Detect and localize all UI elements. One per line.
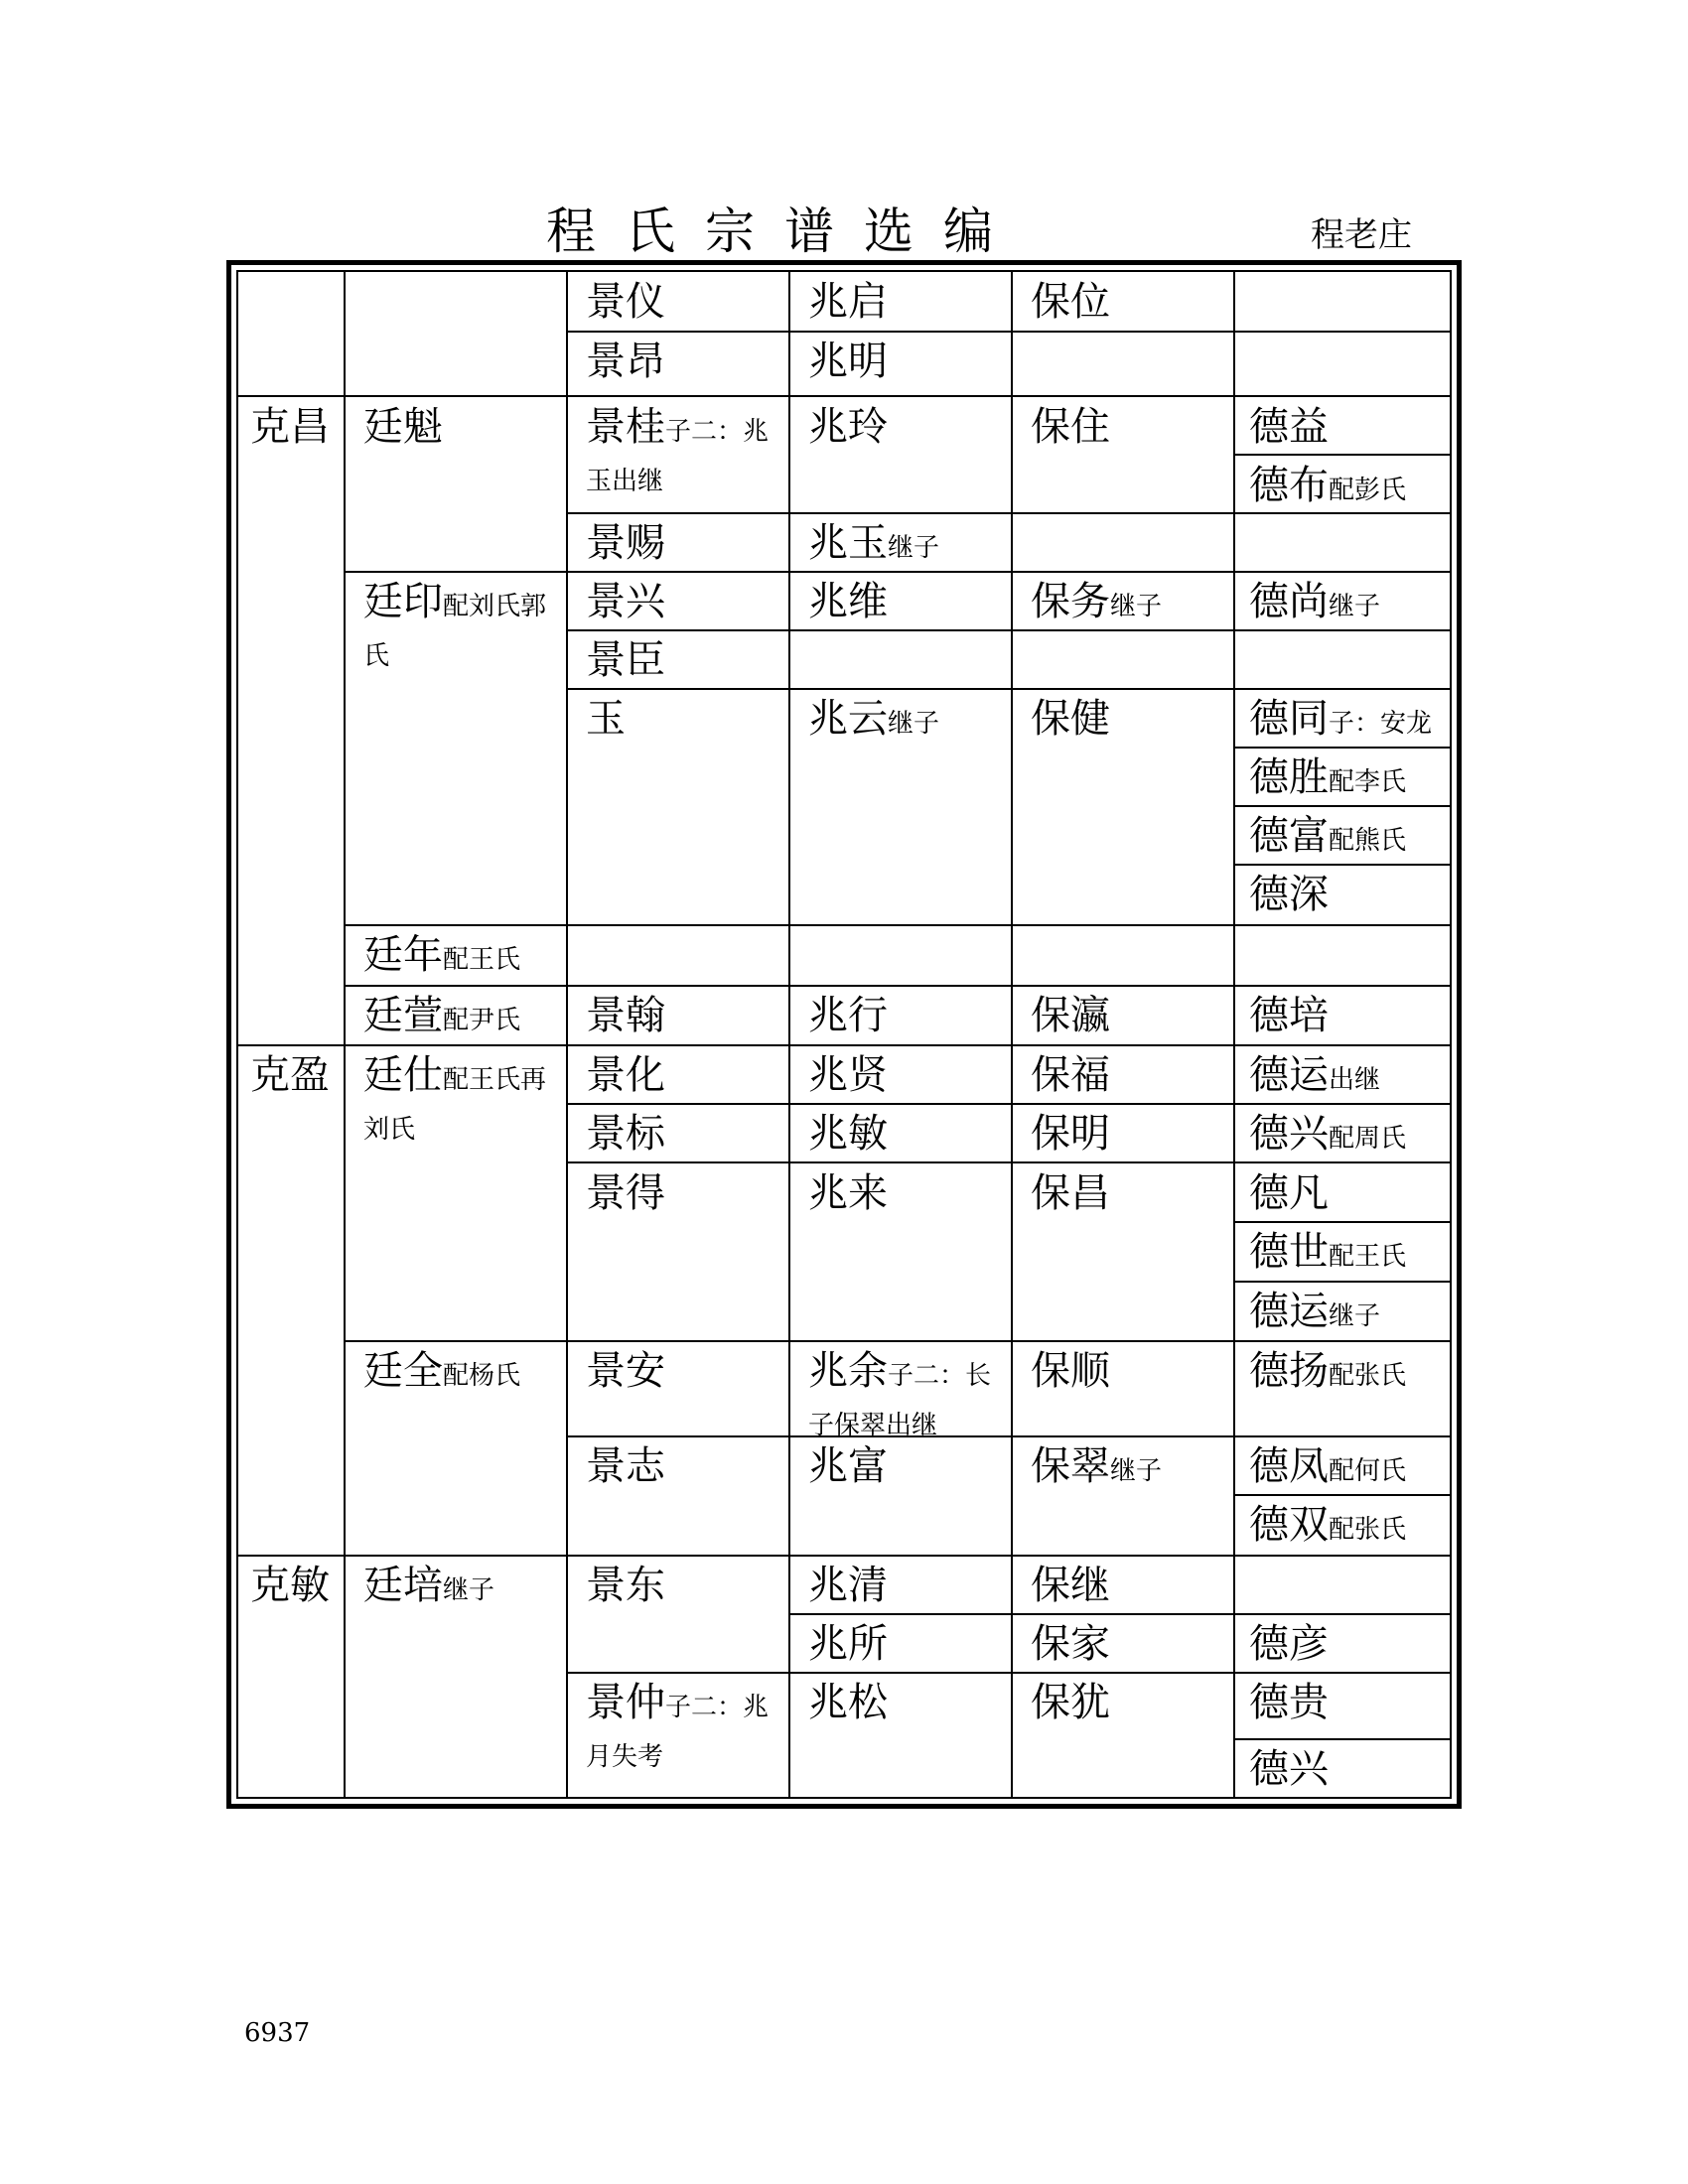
name-cell: 克敏 [250, 1563, 330, 1608]
name-cell: 德布配彭氏 [1249, 463, 1407, 508]
name-cell: 保福 [1031, 1052, 1110, 1098]
name-cell: 保继 [1031, 1563, 1110, 1608]
row-line [788, 1613, 1452, 1615]
name-cell: 景标 [586, 1111, 665, 1157]
name-cell: 廷全配杨氏 [363, 1348, 521, 1394]
name-cell: 兆云继子 [808, 696, 940, 742]
name-cell: 景志 [586, 1443, 665, 1489]
name-cell: 保瀛 [1031, 993, 1110, 1038]
name-cell: 保翠继子 [1031, 1443, 1163, 1489]
name-cell: 兆明 [808, 339, 888, 384]
row-line [566, 688, 1452, 690]
name-cell: 德胜配李氏 [1249, 754, 1407, 800]
name-cell: 景安 [586, 1348, 665, 1394]
name-cell: 保位 [1031, 279, 1110, 325]
name-cell: 廷萱配尹氏 [363, 993, 521, 1038]
name-cell: 廷仕配王氏再刘氏 [363, 1052, 547, 1145]
name-cell: 景化 [586, 1052, 665, 1098]
name-cell: 兆行 [808, 993, 888, 1038]
name-cell: 德凤配何氏 [1249, 1443, 1407, 1489]
name-cell: 德凡 [1249, 1170, 1329, 1216]
name-cell: 兆来 [808, 1170, 888, 1216]
name-cell: 廷年配王氏 [363, 932, 521, 978]
name-cell: 德尚继子 [1249, 579, 1381, 624]
name-cell: 兆启 [808, 279, 888, 325]
name-cell: 廷培继子 [363, 1563, 495, 1608]
name-cell: 兆玲 [808, 404, 888, 450]
row-line [1233, 1738, 1452, 1740]
name-cell: 景仪 [586, 279, 665, 325]
col-line [344, 270, 346, 1799]
name-cell: 德扬配张氏 [1249, 1348, 1407, 1394]
name-cell: 兆富 [808, 1443, 888, 1489]
name-cell: 景得 [586, 1170, 665, 1216]
name-cell: 德运继子 [1249, 1289, 1381, 1334]
page-number: 6937 [244, 2018, 311, 2048]
row-line [566, 1435, 1452, 1437]
row-line [566, 1672, 1452, 1674]
col-line [1011, 270, 1013, 1799]
name-cell: 兆清 [808, 1563, 888, 1608]
col-line [788, 270, 790, 1799]
name-cell: 兆余子二：长子保翠出继 [808, 1348, 992, 1440]
name-cell: 保明 [1031, 1111, 1110, 1157]
name-cell: 保家 [1031, 1621, 1110, 1667]
name-cell: 德世配王氏 [1249, 1229, 1407, 1275]
name-cell: 保昌 [1031, 1170, 1110, 1216]
place-name: 程老庄 [1311, 215, 1412, 255]
name-cell: 保务继子 [1031, 579, 1163, 624]
name-cell: 兆敏 [808, 1111, 888, 1157]
name-cell: 兆贤 [808, 1052, 888, 1098]
name-cell: 克昌 [250, 404, 330, 450]
name-cell: 景东 [586, 1563, 665, 1608]
name-cell: 景赐 [586, 520, 665, 566]
name-cell: 景仲子二：兆月失考 [586, 1680, 770, 1772]
name-cell: 德双配张氏 [1249, 1502, 1407, 1548]
name-cell: 德富配熊氏 [1249, 813, 1407, 859]
name-cell: 保犹 [1031, 1680, 1110, 1725]
col-line [1233, 270, 1235, 1799]
name-cell: 廷印配刘氏郭氏 [363, 579, 547, 671]
name-cell: 景臣 [586, 637, 665, 683]
name-cell: 兆维 [808, 579, 888, 624]
name-cell: 德培 [1249, 993, 1329, 1038]
row-line [1233, 1221, 1452, 1223]
name-cell: 廷魁 [363, 404, 443, 450]
name-cell: 保住 [1031, 404, 1110, 450]
name-cell: 德益 [1249, 404, 1329, 450]
row-line [236, 395, 1452, 397]
name-cell: 保健 [1031, 696, 1110, 742]
name-cell: 德深 [1249, 872, 1329, 917]
name-cell: 玉 [586, 696, 626, 742]
name-cell: 景翰 [586, 993, 665, 1038]
name-cell: 兆玉继子 [808, 520, 940, 566]
name-cell: 德运出继 [1249, 1052, 1381, 1098]
name-cell: 克盈 [250, 1052, 330, 1098]
row-line [566, 331, 1452, 333]
name-cell: 德彦 [1249, 1621, 1329, 1667]
name-cell: 景兴 [586, 579, 665, 624]
name-cell: 保顺 [1031, 1348, 1110, 1394]
name-cell: 兆松 [808, 1680, 888, 1725]
page-title: 程氏宗谱选编 [546, 203, 1023, 260]
name-cell: 德兴 [1249, 1746, 1329, 1792]
name-cell: 德兴配周氏 [1249, 1111, 1407, 1157]
name-cell: 景桂子二：兆玉出继 [586, 404, 770, 496]
col-line [566, 270, 568, 1799]
name-cell: 景昂 [586, 339, 665, 384]
name-cell: 兆所 [808, 1621, 888, 1667]
name-cell: 德贵 [1249, 1680, 1329, 1725]
name-cell: 德同子：安龙 [1249, 696, 1433, 742]
row-line [344, 924, 1452, 926]
